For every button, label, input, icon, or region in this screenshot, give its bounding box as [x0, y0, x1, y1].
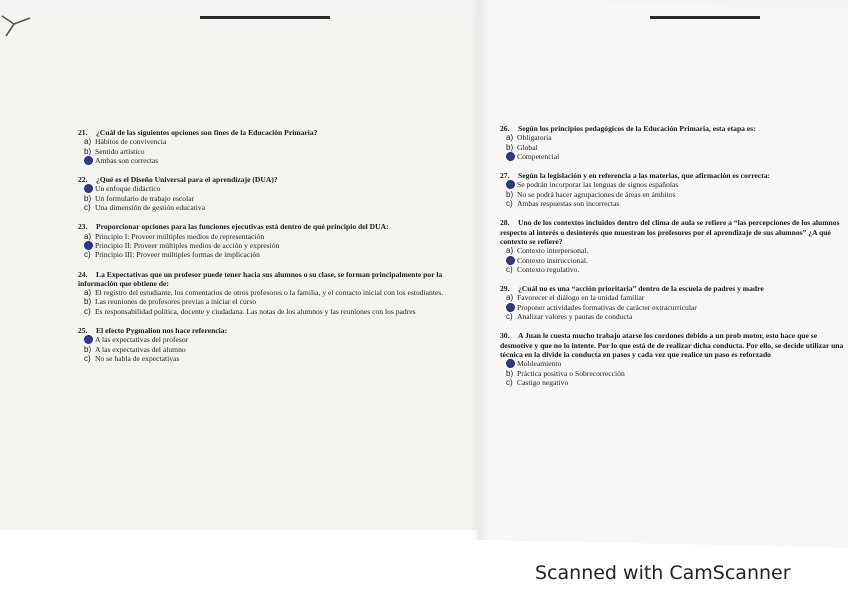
left-question-column — [78, 128, 478, 373]
page-top-edge — [650, 16, 760, 19]
option-text: Las reuniones de profesores previas a iniciar el curso — [95, 297, 257, 307]
option-letter: a) — [506, 293, 514, 303]
answer-option — [500, 143, 848, 152]
option-text: Un enfoque didáctico — [95, 184, 161, 194]
option-letter: a) — [506, 133, 514, 143]
question-block — [500, 171, 848, 208]
option-text: Principio I: Proveer múltiples medios de representación — [95, 231, 265, 241]
option-text: Competencial — [517, 151, 560, 161]
selected-answer-mark — [506, 359, 515, 368]
option-text: Proponer actividades formativas de carácter extracurricular — [517, 302, 697, 312]
option-text: A las expectativas del alumno — [95, 344, 186, 354]
question-text — [78, 175, 478, 184]
question-block — [78, 222, 478, 259]
question-number: 28. — [500, 218, 510, 228]
selected-answer-mark — [506, 303, 515, 312]
question-number: 29. — [500, 284, 510, 294]
selected-answer-mark — [84, 184, 93, 193]
option-letter: c) — [506, 199, 513, 209]
question-block — [500, 124, 848, 161]
answer-option — [500, 190, 848, 199]
option-text: Ambas respuestas son incorrectas — [517, 199, 620, 209]
option-text: No se habla de expectativas — [95, 353, 180, 363]
answer-option — [500, 256, 848, 265]
question-label: Según los principios pedagógicos de la Educación Primaria, esta etapa es: — [518, 124, 756, 133]
question-text — [500, 124, 848, 133]
question-text — [78, 270, 478, 289]
answer-option — [78, 335, 478, 344]
answer-option — [78, 194, 478, 203]
option-text: No se podrá hacer agrupaciones de áreas en ámbitos — [517, 189, 676, 199]
question-text — [78, 128, 478, 137]
option-letter: c) — [84, 203, 91, 213]
option-text: Analizar valores y pautas de conducta — [517, 312, 633, 322]
option-text: Práctica positiva o Sobrecorrección — [517, 368, 625, 378]
answer-option — [500, 369, 848, 378]
question-number: 25. — [78, 326, 88, 336]
answer-option — [500, 265, 848, 274]
question-block — [78, 326, 478, 363]
option-letter: c) — [84, 250, 91, 260]
question-number: 21. — [78, 128, 88, 137]
answer-option — [78, 241, 478, 250]
question-number: 27. — [500, 171, 510, 181]
option-letter: c) — [506, 312, 513, 322]
answer-option — [78, 288, 478, 297]
option-letter: a) — [506, 246, 514, 256]
option-text: Sentido artístico — [95, 146, 145, 156]
question-number: 30. — [500, 331, 510, 341]
paperclip-icon — [0, 10, 34, 40]
question-block — [78, 270, 478, 316]
answer-option — [78, 345, 478, 354]
option-text: Principio II: Proveer múltiples medios de acción y expresión — [95, 240, 280, 250]
question-label: Proporcionar opciones para las funciones ejecutivas está dentro de qué principio del DUA: — [96, 222, 389, 232]
answer-option — [78, 250, 478, 259]
option-text: Una dimensión de gestión educativa — [95, 203, 206, 213]
answer-option — [78, 232, 478, 241]
answer-option — [500, 359, 848, 368]
question-block — [78, 175, 478, 212]
answer-option — [500, 303, 848, 312]
selected-answer-mark — [84, 241, 93, 250]
answer-option — [500, 246, 848, 255]
selected-answer-mark — [84, 156, 93, 165]
option-letter: b) — [506, 142, 514, 152]
page-top-edge — [200, 16, 330, 19]
answer-option — [78, 147, 478, 156]
option-letter: b) — [506, 368, 514, 378]
question-label: ¿Cuál de las siguientes opciones son fines de la Educación Primaria? — [96, 128, 318, 137]
option-letter: b) — [84, 146, 92, 156]
option-letter: c) — [84, 306, 91, 316]
answer-option — [500, 378, 848, 387]
question-number: 26. — [500, 124, 510, 133]
selected-answer-mark — [506, 180, 515, 189]
option-text: Ambas son correctas — [95, 155, 159, 165]
question-text — [500, 171, 848, 180]
answer-option — [500, 312, 848, 321]
answer-option — [500, 293, 848, 302]
option-text: Contexto interpersonal. — [517, 246, 589, 256]
option-text: Global — [517, 142, 538, 152]
answer-option — [500, 152, 848, 161]
question-label: La Expectativas que un profesor puede tener hacia sus alumnos o su clase, se forman principalmente por la información que obtiene de: — [78, 269, 443, 288]
option-text: Principio III: Proveer múltiples formas de implicación — [95, 250, 260, 260]
option-text: Moldeamiento — [517, 359, 562, 369]
answer-option — [500, 199, 848, 208]
selected-answer-mark — [506, 256, 515, 265]
option-text: Favorecer el diálogo en la unidad familiar — [517, 293, 645, 303]
answer-option — [78, 307, 478, 316]
answer-option — [78, 203, 478, 212]
question-text — [500, 284, 848, 293]
question-text — [78, 326, 478, 335]
option-text: Hábitos de convivencia — [95, 137, 167, 147]
option-text: Contexto instruccional. — [517, 255, 588, 265]
option-letter: c) — [84, 353, 91, 363]
answer-option — [78, 297, 478, 306]
question-number: 22. — [78, 175, 88, 185]
option-letter: b) — [84, 344, 92, 354]
camscanner-watermark: Scanned with CamScanner — [535, 562, 791, 584]
question-label: El efecto Pygmalion nos hace referencia: — [96, 326, 228, 336]
option-letter: b) — [84, 297, 92, 307]
question-text — [500, 331, 848, 359]
right-question-column — [500, 124, 848, 397]
option-letter: b) — [506, 189, 514, 199]
option-text: Se podrán incorporar las lenguas de signos españolas — [517, 180, 679, 190]
option-text: Es responsabilidad política, docente y ciudadana. Las notas de los alumnos y las reuniones con los padres — [95, 306, 416, 316]
option-text: A las expectativas del profesor — [95, 335, 189, 345]
question-label: A Juan le cuesta mucho trabajo atarse los cordones debido a un prob motor, esto hace que se desmotive y que no lo intente. Por lo que está de de realizar dicha conducta. Por ello, se decide utilizar una técnica en la divide la conducta en pasos y cada vez que realice un paso es reforzado — [500, 331, 844, 359]
question-block — [500, 331, 848, 387]
answer-option — [78, 137, 478, 146]
question-text — [78, 222, 478, 231]
option-letter: c) — [506, 377, 513, 387]
answer-option — [78, 156, 478, 165]
option-letter: a) — [84, 288, 92, 298]
question-label: Uno de los contextos incluidos dentro del clima de aula se refiere a “las percepciones de los alumnos respecto al interés o desinterés que muestran los profesores por el aprendizaje de sus alumnos” ¿A qué contexto se refiere? — [500, 218, 840, 246]
question-number: 24. — [78, 269, 88, 279]
option-text: Un formulario de trabajo escolar — [95, 193, 195, 203]
question-block — [78, 128, 478, 165]
option-text: Contexto regulativo. — [517, 264, 580, 274]
selected-answer-mark — [84, 335, 93, 344]
option-letter: b) — [84, 193, 92, 203]
answer-option — [78, 184, 478, 193]
question-label: ¿Cuál no es una “acción prioritaria” dentro de la escuela de padres y madre — [518, 284, 764, 294]
option-letter: c) — [506, 264, 513, 274]
question-text — [500, 218, 848, 246]
option-text: El registro del estudiante, los comentarios de otros profesores o la familia, y el contacto inicial con los estudiantes. — [95, 288, 444, 298]
option-letter: a) — [84, 137, 92, 147]
answer-option — [500, 133, 848, 142]
question-label: ¿Qué es el Diseño Universal para el aprendizaje (DUA)? — [96, 175, 278, 185]
question-number: 23. — [78, 222, 88, 232]
option-text: Castigo negativo — [517, 377, 569, 387]
answer-option — [78, 354, 478, 363]
option-text: Obligatoria — [517, 133, 552, 143]
question-label: Según la legislación y en referencia a las materias, que afirmación es correcta: — [518, 171, 771, 181]
question-block — [500, 284, 848, 321]
question-block — [500, 218, 848, 274]
answer-option — [500, 180, 848, 189]
option-letter: a) — [84, 231, 92, 241]
selected-answer-mark — [506, 152, 515, 161]
